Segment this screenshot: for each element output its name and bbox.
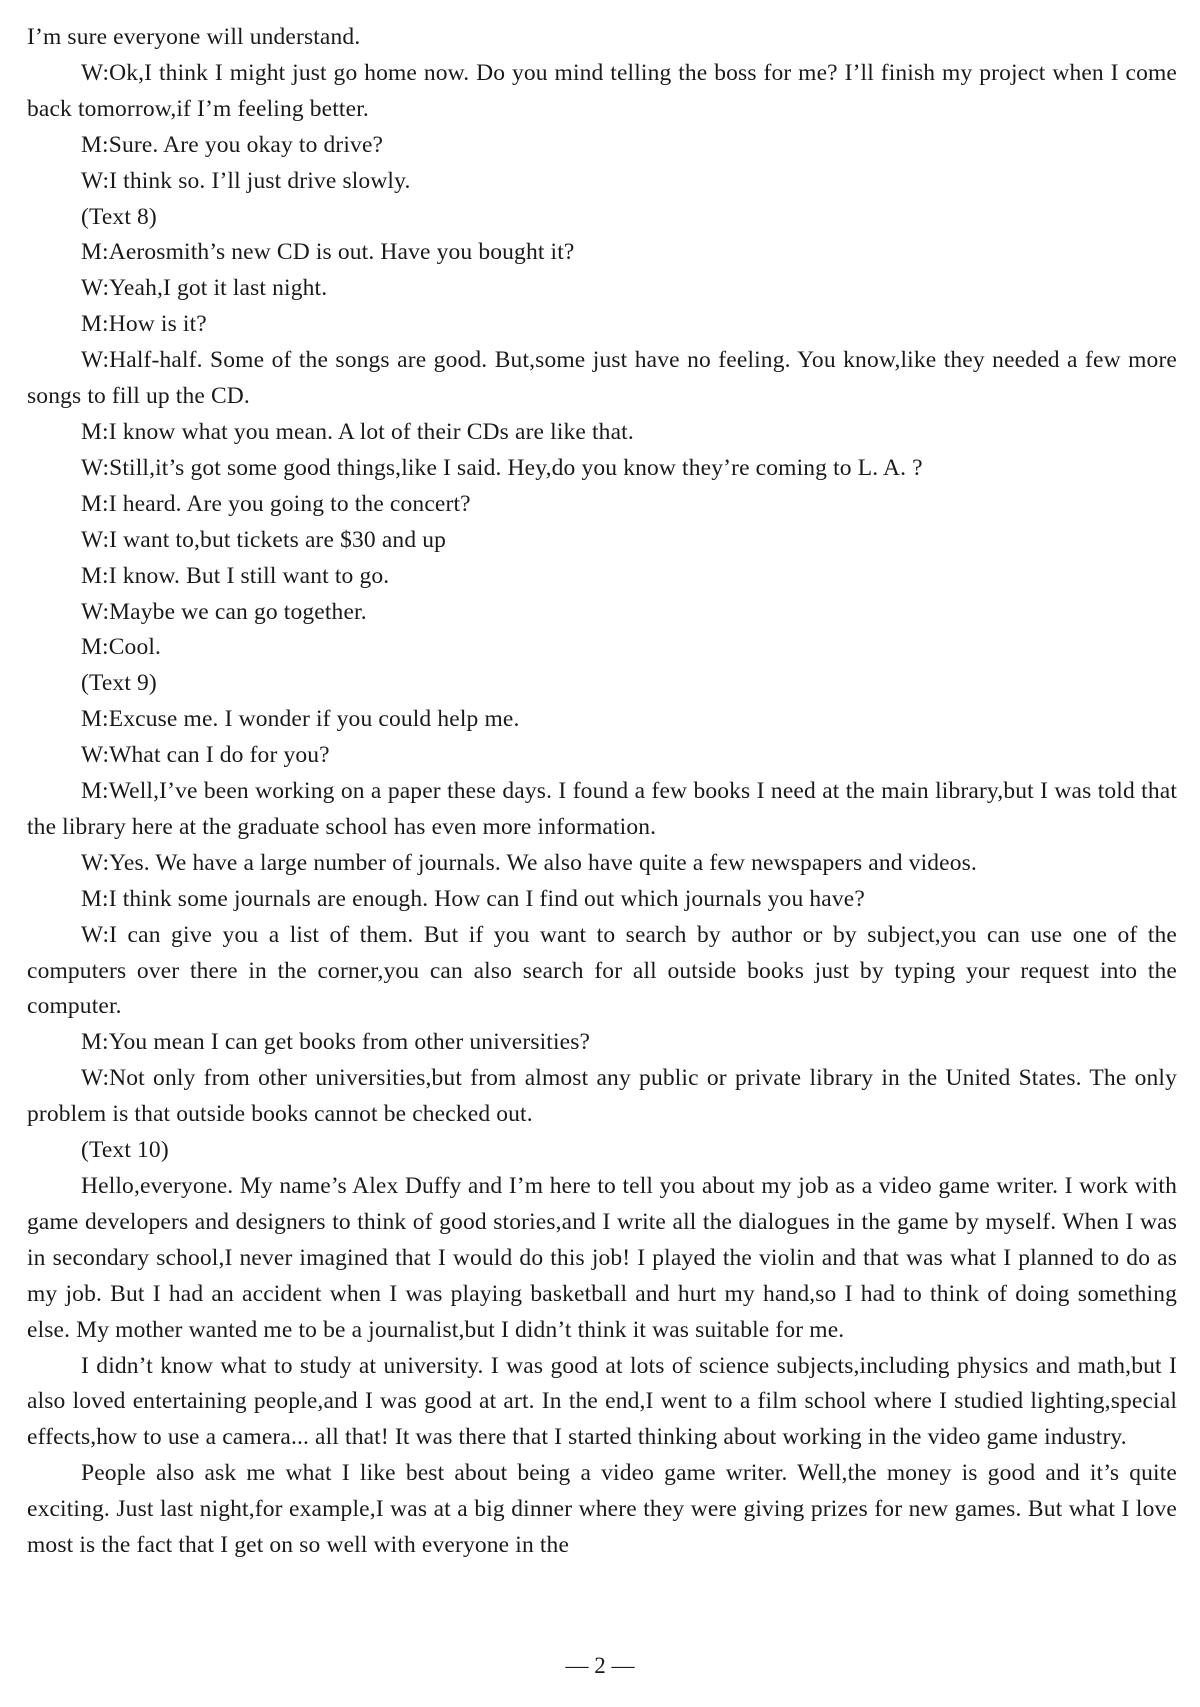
paragraph: M:I think some journals are enough. How can I find out which journals you have? — [81, 885, 865, 912]
paragraph: I didn’t know what to study at university. I was good at lots of science subjects,including physics and math,but I also loved entertaining people,and I was good at art. In the end,I went to a film school where I studied lighting,special effects,how to use a camera... all that! It was there that I started thinking about working in the video game industry. — [27, 1352, 1177, 1451]
paragraph: M:Excuse me. I wonder if you could help me. — [81, 706, 520, 733]
paragraph: M:Sure. Are you okay to drive? — [81, 131, 384, 158]
paragraph: (Text 8) — [81, 203, 157, 230]
paragraph: W:Half-half. Some of the songs are good. But,some just have no feeling. You know,like they needed a few more songs to fill up the CD. — [27, 347, 1177, 410]
paragraph: M:How is it? — [81, 311, 207, 338]
paragraph: W:Yeah,I got it last night. — [81, 275, 328, 302]
paragraph: W:I want to,but tickets are $30 and up — [81, 526, 447, 553]
paragraph: (Text 9) — [81, 670, 157, 697]
paragraph: W:I can give you a list of them. But if you want to search by author or by subject,you can use one of the computers over there in the corner,you can also search for all outside books just by typing your request into the computer. — [27, 921, 1177, 1020]
paragraph: W:Not only from other universities,but from almost any public or private library in the United States. The only problem is that outside books cannot be checked out. — [27, 1065, 1177, 1128]
page-number: — 2 — — [565, 1653, 635, 1678]
paragraph: M:I heard. Are you going to the concert? — [81, 490, 471, 517]
paragraph: W:Ok,I think I might just go home now. Do you mind telling the boss for me? I’ll finish my project when I come back tomorrow,if I’m feeling better. — [27, 59, 1177, 122]
paragraph: M:Aerosmith’s new CD is out. Have you bought it? — [81, 239, 575, 266]
paragraph: W:I think so. I’ll just drive slowly. — [81, 167, 411, 194]
paragraph: M:Well,I’ve been working on a paper these days. I found a few books I need at the main library,but I was told that the library here at the graduate school has even more information. — [27, 778, 1177, 840]
paragraph: I’m sure everyone will understand. — [27, 24, 361, 50]
paragraph: W:Still,it’s got some good things,like I said. Hey,do you know they’re coming to L. A. ? — [81, 454, 923, 481]
document-body — [27, 20, 1177, 1564]
paragraph: M:You mean I can get books from other universities? — [81, 1029, 591, 1056]
paragraph: M:I know. But I still want to go. — [81, 562, 390, 589]
paragraph: M:I know what you mean. A lot of their CDs are like that. — [81, 418, 634, 445]
paragraph: Hello,everyone. My name’s Alex Duffy and I’m here to tell you about my job as a video game writer. I work with game developers and designers to think of good stories,and I write all the dialogues in the game by myself. When I was in secondary school,I never imagined that I would do this job! I played the violin and that was what I planned to do as my job. But I had an accident when I was playing basketball and hurt my hand,so I had to think of doing something else. My mother wanted me to be a journalist,but I didn’t think it was suitable for me. — [27, 1173, 1177, 1343]
paragraph: W:What can I do for you? — [81, 742, 330, 769]
paragraph: People also ask me what I like best about being a video game writer. Well,the money is good and it’s quite exciting. Just last night,for example,I was at a big dinner where they were giving prizes for new games. But what I love most is the fact that I get on so well with everyone in the — [27, 1460, 1177, 1559]
paragraph: W:Yes. We have a large number of journals. We also have quite a few newspapers and videos. — [81, 849, 977, 876]
paragraph: (Text 10) — [81, 1137, 169, 1164]
paragraph: W:Maybe we can go together. — [81, 598, 367, 625]
paragraph: M:Cool. — [81, 634, 162, 661]
